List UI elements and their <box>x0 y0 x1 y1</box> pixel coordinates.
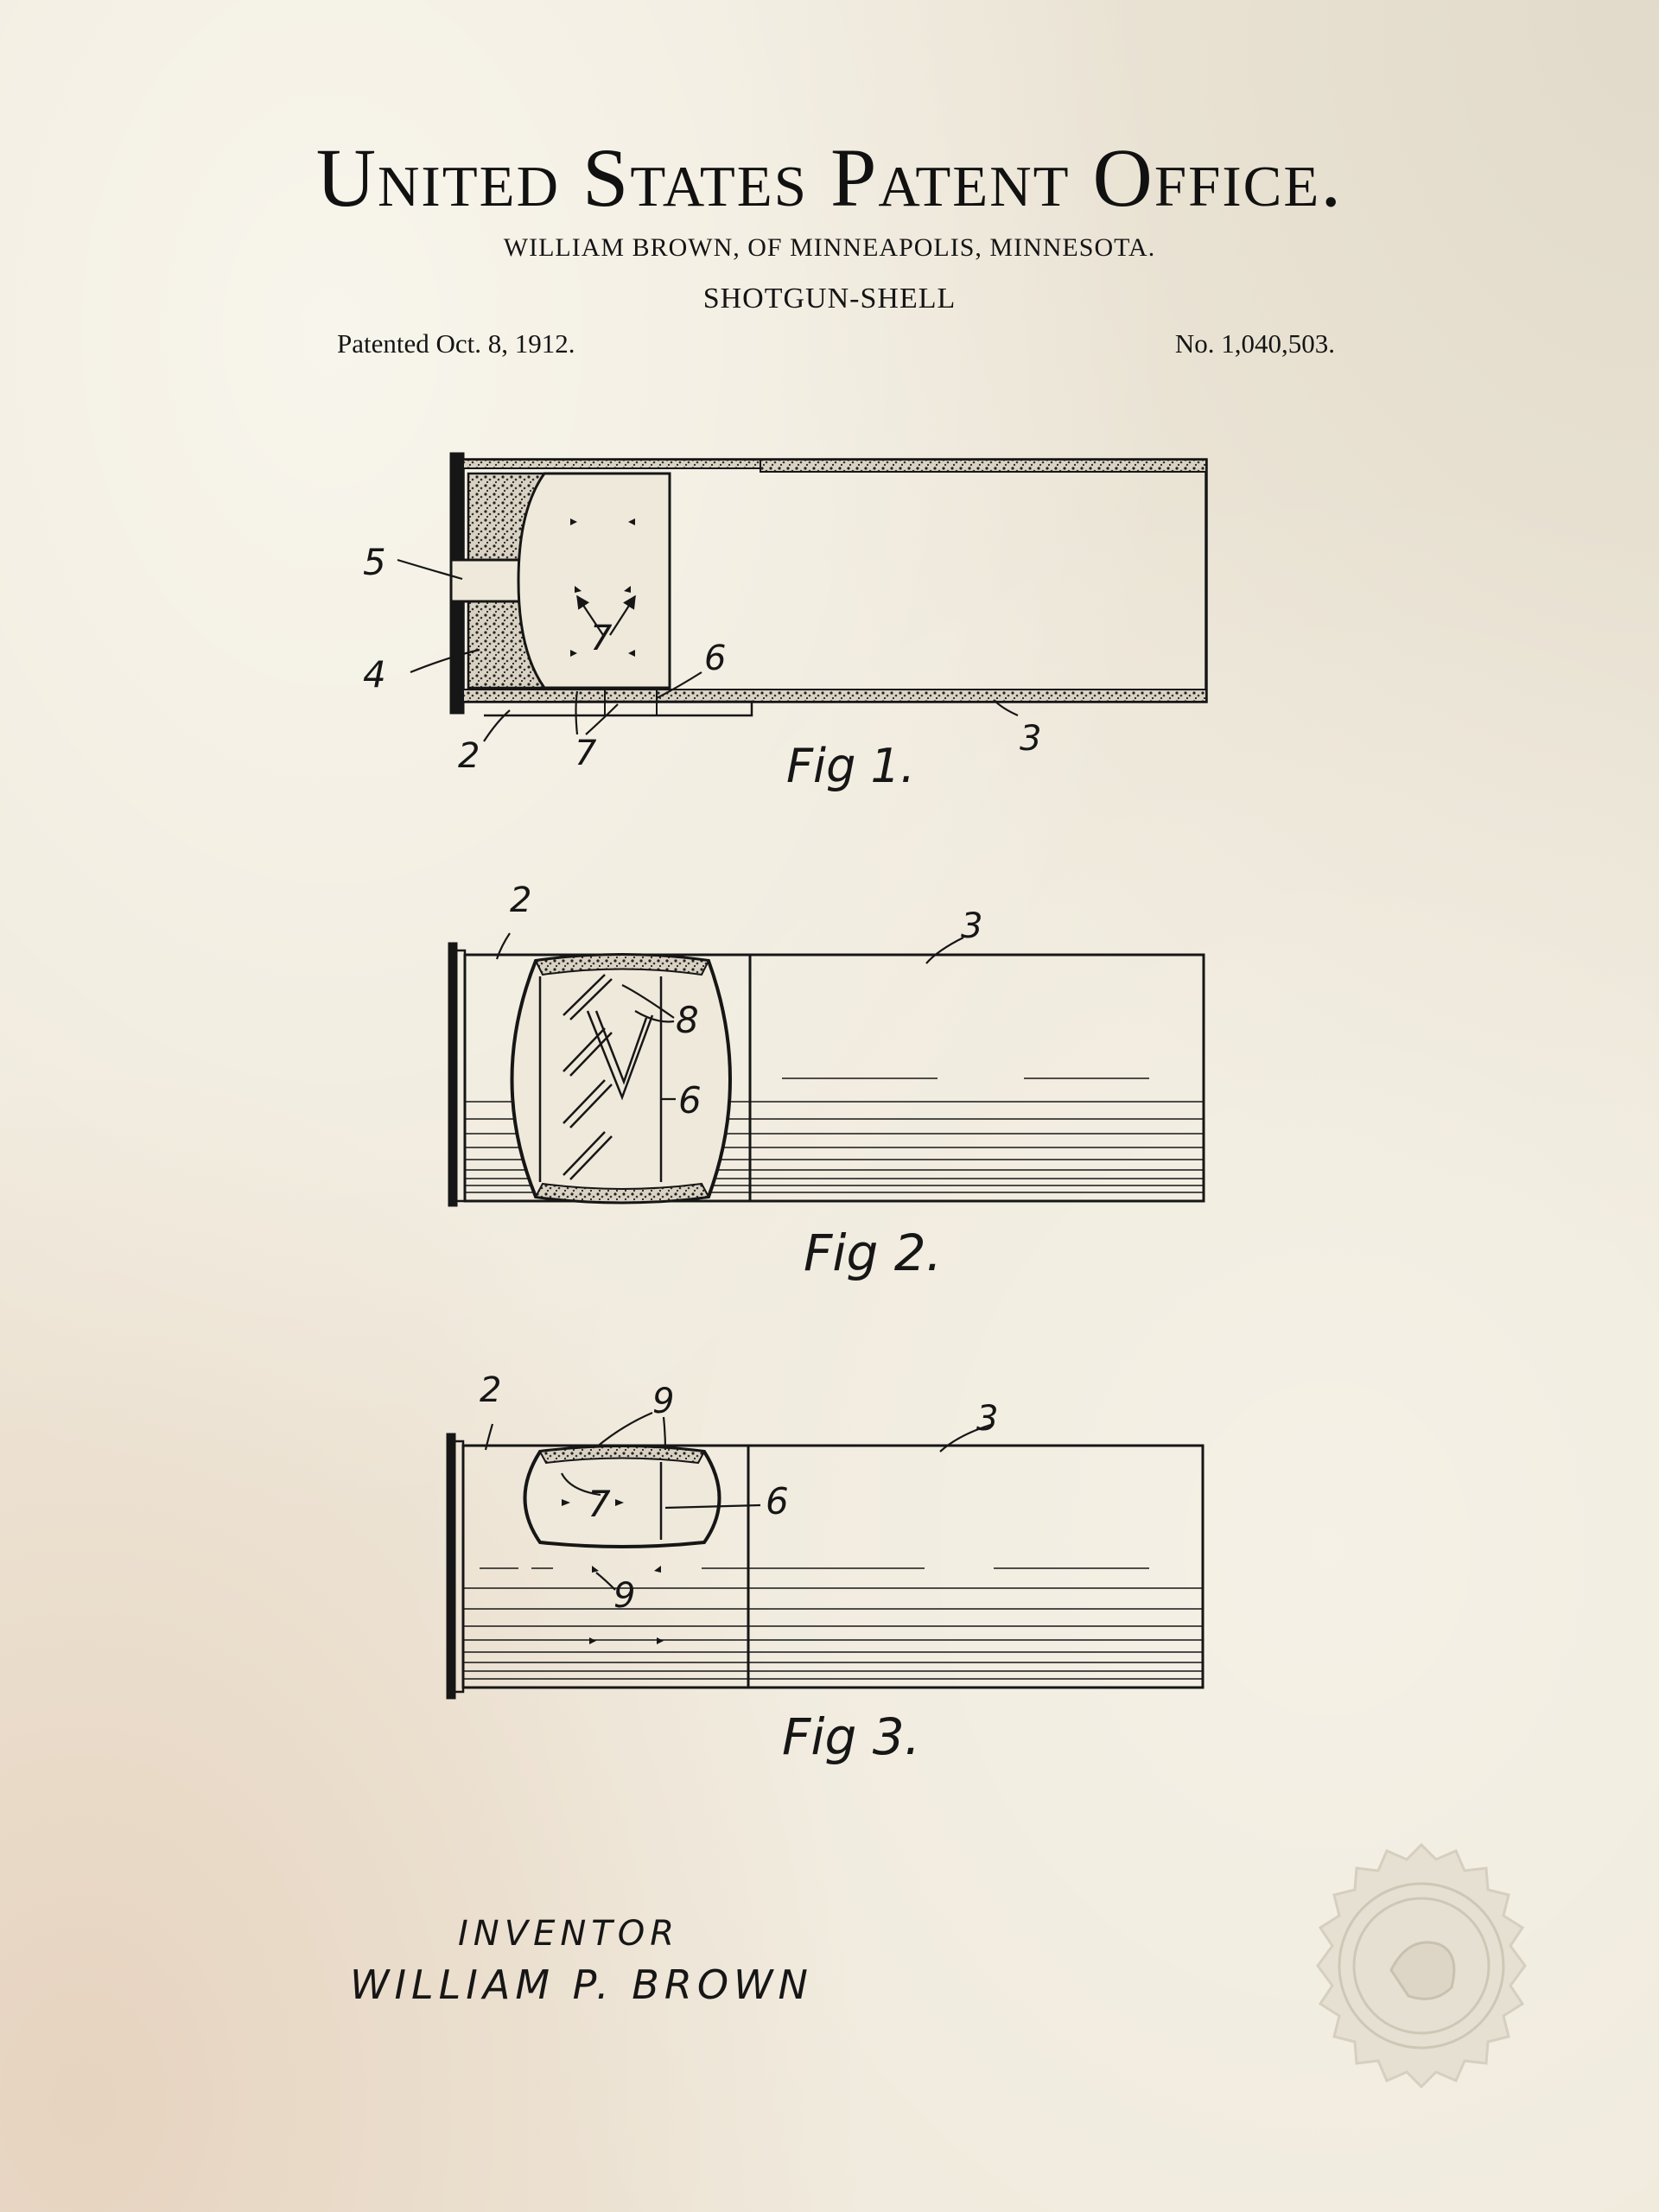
figure-3 <box>448 1413 1203 1698</box>
fig1-ref-5: 5 <box>363 541 386 583</box>
figure-1 <box>397 454 1206 741</box>
figure-2 <box>449 933 1204 1205</box>
fig1-ref-4: 4 <box>363 653 386 696</box>
fig2-ref-8: 8 <box>676 999 699 1041</box>
fig3-ref-6: 6 <box>766 1480 789 1522</box>
patent-number: No. 1,040,503. <box>1174 328 1335 359</box>
fig2-ref-2: 2 <box>510 880 532 920</box>
patent-date: Patented Oct. 8, 1912. <box>337 328 575 359</box>
fig1-primer <box>451 560 522 601</box>
patent-subject: SHOTGUN-SHELL <box>702 283 957 315</box>
patent-office-title: United States Patent Office. <box>315 131 1344 224</box>
fig2-caption: Fig 2. <box>804 1224 943 1282</box>
fig3-ref-9-lower: 9 <box>613 1576 636 1616</box>
fig3-ref-7: 7 <box>588 1483 611 1525</box>
fig2-ref-6: 6 <box>678 1079 702 1122</box>
fig1-ref-7-lower: 7 <box>575 734 597 773</box>
fig3-caption: Fig 3. <box>782 1707 921 1766</box>
inventor-signature: WILLIAM P. BROWN <box>350 1961 813 2008</box>
fig3-ref-3: 3 <box>976 1399 999 1439</box>
fig1-ref-2: 2 <box>458 736 480 776</box>
patent-office-seal-icon <box>1296 1840 1547 2091</box>
inventor-line: WILLIAM BROWN, OF MINNEAPOLIS, MINNESOTA. <box>503 233 1156 262</box>
fig1-ref-7-upper: 7 <box>590 619 613 658</box>
fig2-ref-3: 3 <box>961 906 983 946</box>
fig1-ref-3: 3 <box>1020 719 1042 759</box>
fig1-caption: Fig 1. <box>786 739 916 793</box>
inventor-label: INVENTOR <box>458 1914 679 1954</box>
fig3-ref-2: 2 <box>480 1370 502 1410</box>
fig3-ref-9-upper: 9 <box>652 1382 675 1421</box>
fig1-ref-6: 6 <box>704 639 727 678</box>
